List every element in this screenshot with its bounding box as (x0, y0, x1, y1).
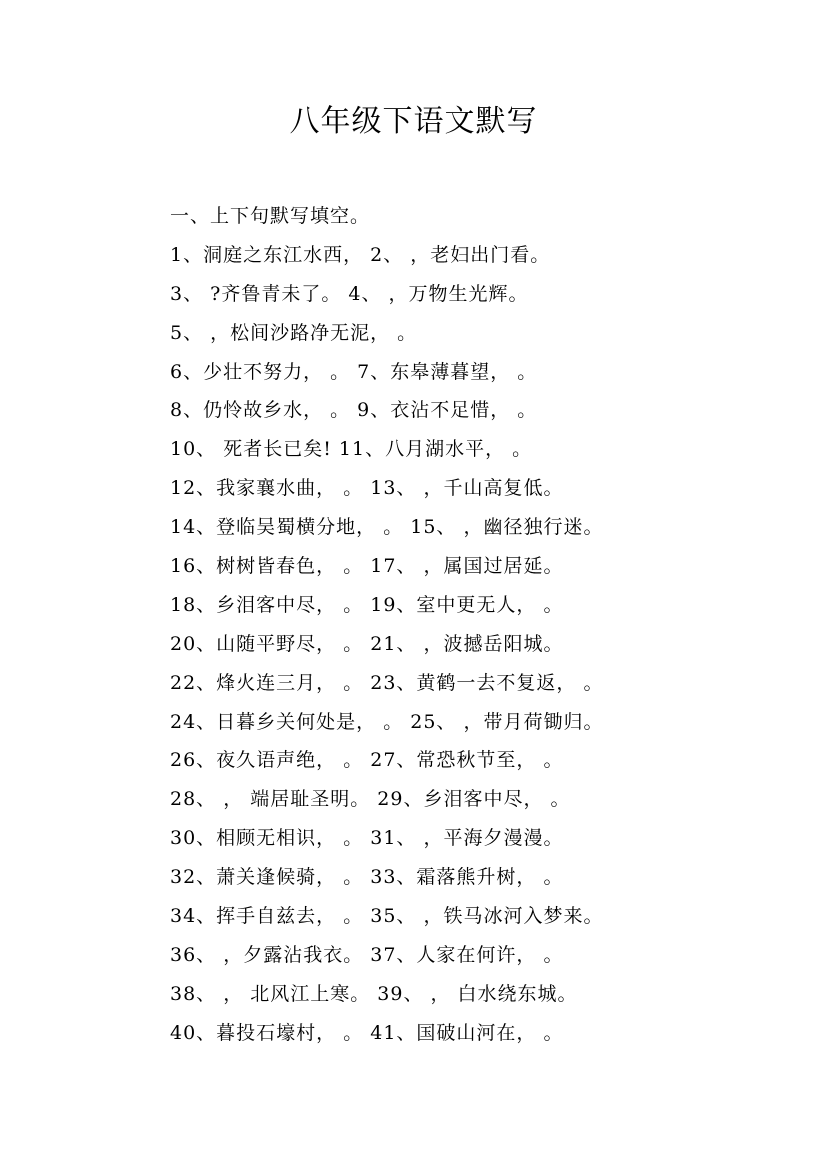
exercise-line: 30、相顾无相识， 。 31、 ，平海夕漫漫。 (170, 827, 564, 850)
exercise-line: 36、 ，夕露沾我衣。 37、人家在何许， 。 (170, 943, 564, 966)
exercise-line: 26、夜久语声绝， 。 27、常恐秋节至， 。 (170, 749, 564, 772)
exercise-line: 32、萧关逢候骑， 。 33、霜落熊升树， 。 (170, 866, 564, 889)
exercise-line: 22、烽火连三月， 。 23、黄鹤一去不复返， 。 (170, 671, 604, 694)
section-heading: 一、上下句默写填空。 (170, 205, 371, 227)
exercise-line: 8、仍怜故乡水， 。 9、衣沾不足惜， 。 (170, 399, 538, 422)
exercise-line: 14、登临吴蜀横分地， 。 15、 ，幽径独行迷。 (170, 516, 604, 539)
exercise-line: 6、少壮不努力， 。 7、东皋薄暮望， 。 (170, 360, 538, 383)
exercise-line: 18、乡泪客中尽， 。 19、室中更无人， 。 (170, 593, 564, 616)
exercise-line: 34、挥手自兹去， 。 35、 ，铁马冰河入梦来。 (170, 905, 604, 928)
exercise-line: 12、我家襄水曲， 。 13、 ，千山高复低。 (170, 477, 564, 500)
exercise-line: 20、山随平野尽， 。 21、 ，波撼岳阳城。 (170, 632, 564, 655)
document-title: 八年级下语文默写 (289, 104, 538, 139)
exercise-line: 5、 ，松间沙路净无泥， 。 (170, 321, 418, 344)
exercise-line: 16、树树皆春色， 。 17、 ，属国过居延。 (170, 555, 564, 578)
exercise-line: 38、 ， 北风江上寒。 39、 ， 白水绕东城。 (170, 982, 578, 1005)
exercise-line: 40、暮投石壕村， 。 41、国破山河在， 。 (170, 1021, 564, 1044)
exercise-line: 10、 死者长已矣! 11、八月湖水平， 。 (170, 438, 533, 461)
exercise-line: 1、洞庭之东江水西， 2、 ，老妇出门看。 (170, 243, 551, 266)
exercise-line: 3、 ?齐鲁青未了。 4、 ，万物生光辉。 (170, 282, 529, 305)
exercise-line: 28、 ， 端居耻圣明。 29、乡泪客中尽， 。 (170, 788, 571, 811)
exercise-line: 24、日暮乡关何处是， 。 25、 ，带月荷锄归。 (170, 710, 604, 733)
document-body (170, 197, 820, 1053)
